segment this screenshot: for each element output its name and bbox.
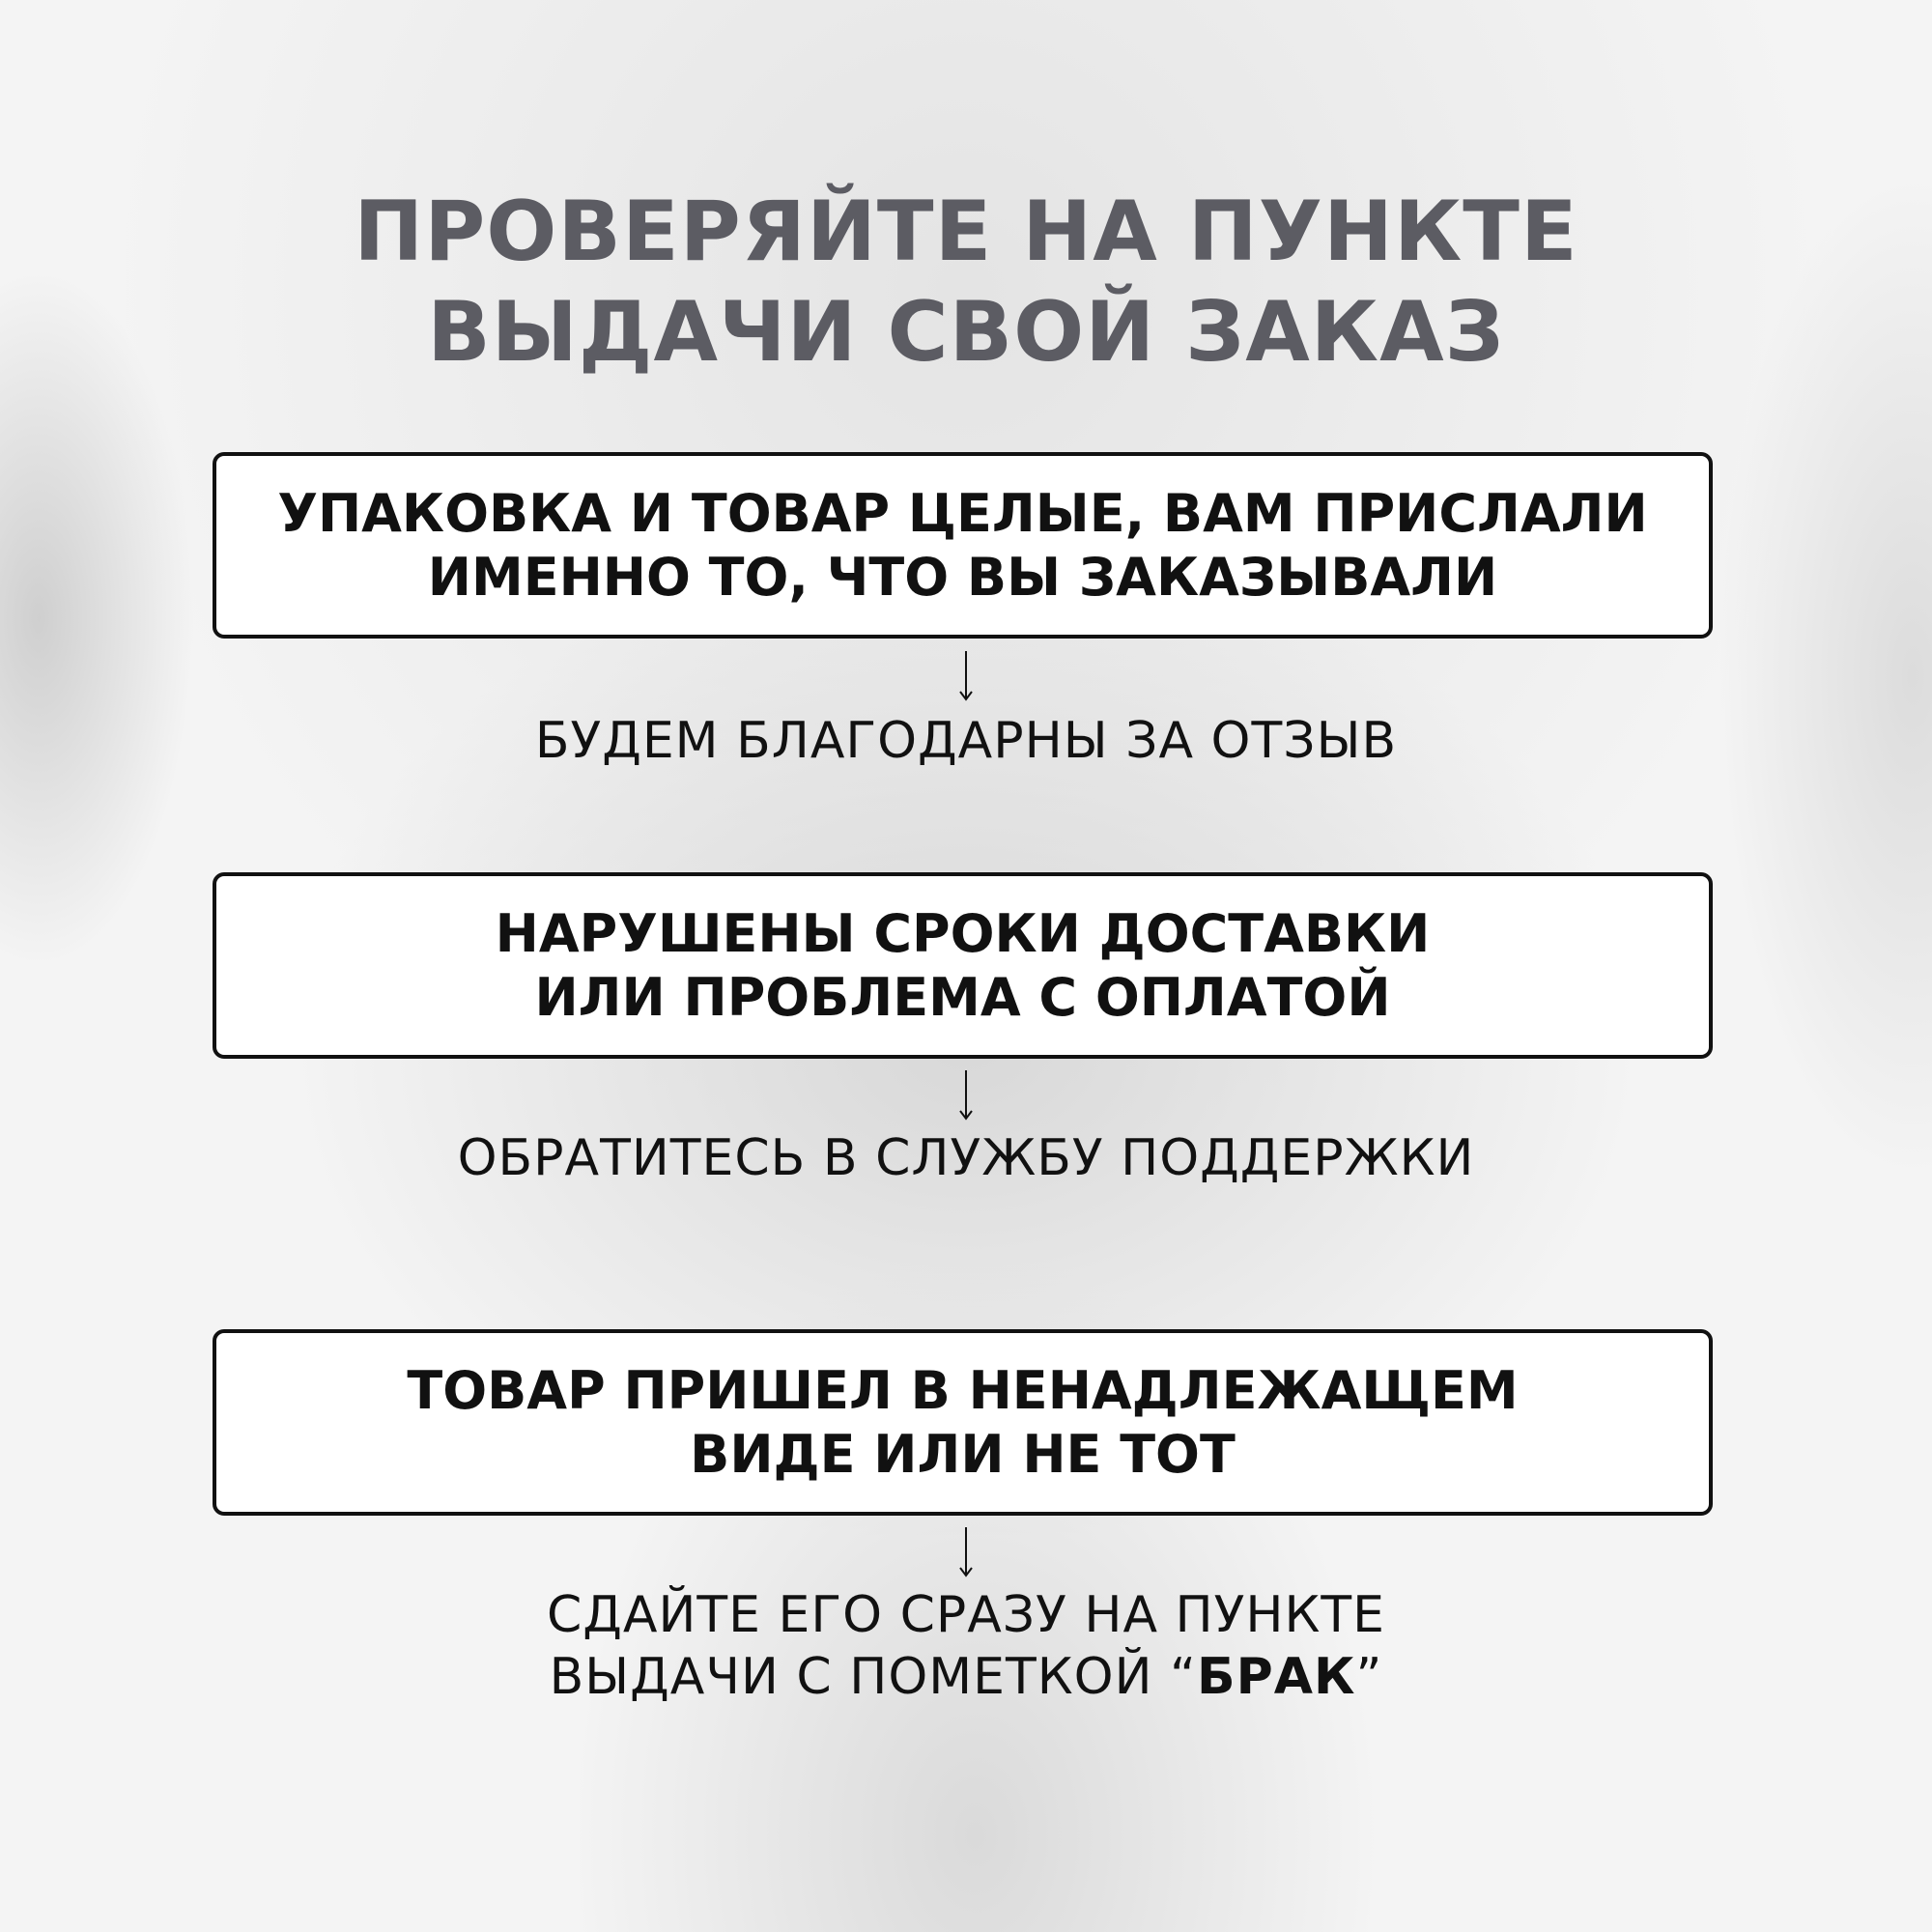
down-arrow-icon (958, 1527, 974, 1577)
down-arrow-icon (958, 1070, 974, 1121)
condition-box-delivery-payment-line-2: ИЛИ ПРОБЛЕМА С ОПЛАТОЙ (534, 966, 1391, 1028)
page-title (0, 182, 1932, 383)
condition-box-intact-line-2: ИМЕННО ТО, ЧТО ВЫ ЗАКАЗЫВАЛИ (427, 546, 1498, 608)
answer-leave-review-line-1: БУДЕМ БЛАГОДАРНЫ ЗА ОТЗЫВ (534, 712, 1398, 770)
answer-return-defect-line-2 (0, 1646, 1932, 1708)
answer-contact-support-line-1: ОБРАТИТЕСЬ В СЛУЖБУ ПОДДЕРЖКИ (457, 1129, 1475, 1187)
answer-leave-review (0, 710, 1932, 772)
answer-contact-support (0, 1127, 1932, 1189)
quote-open: “ (1170, 1648, 1197, 1706)
condition-box-delivery-payment (213, 872, 1713, 1059)
quote-close: ” (1355, 1648, 1383, 1706)
condition-box-intact-line-1: УПАКОВКА И ТОВАР ЦЕЛЫЕ, ВАМ ПРИСЛАЛИ (277, 482, 1648, 544)
answer-return-defect-prefix: ВЫДАЧИ С ПОМЕТКОЙ (549, 1648, 1171, 1706)
answer-return-defect (0, 1584, 1932, 1708)
page-title-line-1: ПРОВЕРЯЙТЕ НА ПУНКТЕ (354, 184, 1578, 280)
answer-return-defect-line-1: СДАЙТЕ ЕГО СРАЗУ НА ПУНКТЕ (546, 1586, 1385, 1644)
defect-label: БРАК (1196, 1648, 1356, 1706)
condition-box-defective (213, 1329, 1713, 1516)
condition-box-defective-line-1: ТОВАР ПРИШЕЛ В НЕНАДЛЕЖАЩЕМ (407, 1359, 1519, 1421)
condition-box-delivery-payment-line-1: НАРУШЕНЫ СРОКИ ДОСТАВКИ (495, 902, 1431, 964)
condition-box-defective-line-2: ВИДЕ ИЛИ НЕ ТОТ (690, 1423, 1236, 1485)
condition-box-intact (213, 452, 1713, 639)
page-title-line-2: ВЫДАЧИ СВОЙ ЗАКАЗ (427, 284, 1505, 381)
down-arrow-icon (958, 651, 974, 701)
